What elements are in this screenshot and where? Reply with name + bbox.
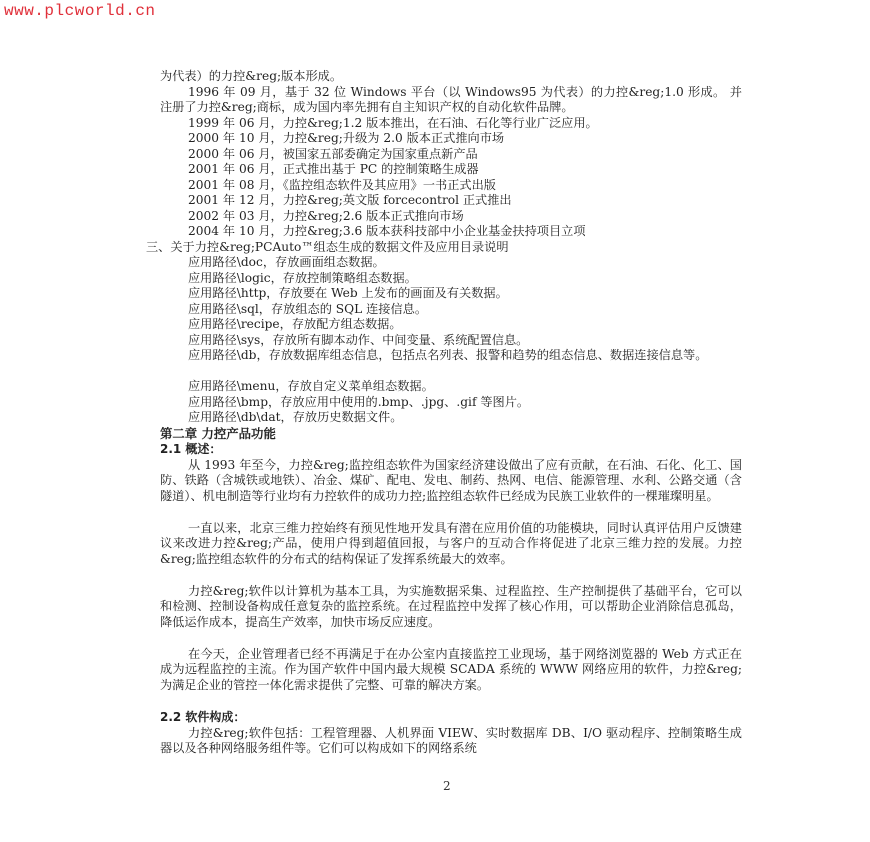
history-lead-line: 为代表）的力控&reg;版本形成。: [160, 69, 343, 83]
app-path-item: 应用路径\doc，存放画面组态数据。: [188, 255, 385, 269]
history-event: 2000 年 10 月，力控&reg;升级为 2.0 版本正式推向市场: [188, 131, 505, 145]
app-path-item: 应用路径\logic，存放控制策略组态数据。: [188, 270, 417, 285]
app-path-item: 应用路径\db，存放数据库组态信息，包括点名列表、报警和趋势的组态信息、数据连接信息等。: [188, 348, 708, 362]
history-event: 1999 年 06 月，力控&reg;1.2 版本推出，在石油、石化等行业广泛应用。: [188, 115, 598, 130]
app-path-item: 应用路径\sys，存放所有脚本动作、中间变量、系统配置信息。: [188, 332, 529, 347]
app-path-item: 应用路径\db\dat，存放历史数据文件。: [188, 410, 403, 424]
app-path-item: 应用路径\http，存放要在 Web 上发布的画面及有关数据。: [188, 286, 508, 300]
history-event: 2001 年 12 月，力控&reg;英文版 forcecontrol 正式推出: [188, 193, 512, 207]
page-number: 2: [443, 779, 451, 793]
history-event: 2000 年 06 月，被国家五部委确定为国家重点新产品: [188, 146, 478, 161]
document-body: [146, 69, 742, 757]
app-path-item: 应用路径\recipe，存放配方组态数据。: [188, 317, 402, 331]
overview-paragraph: 从 1993 年至今，力控&reg;监控组态软件为国家经济建设做出了应有贡献，在石油、石化、化工、国防、铁路（含城铁或地铁）、冶金、煤矿、配电、发电、制药、热网、电信、能源管理、水利、公路交通（含隧道）、机电制造等行业均有力控软件的成功力控;监控组态软件已经成为民族工业软件的一棵璀璨明星。: [160, 457, 742, 504]
history-event: 2004 年 10 月，力控&reg;3.6 版本获科技部中小企业基金扶持项目立项: [188, 224, 586, 238]
app-path-item: 应用路径\sql，存放组态的 SQL 连接信息。: [188, 301, 428, 316]
components-paragraph: 力控&reg;软件包括：工程管理器、人机界面 VIEW、实时数据库 DB、I/O 驱动程序、控制策略生成器以及各种网络服务组件等。它们可以构成如下的网络系统: [160, 725, 742, 756]
overview-paragraph: 一直以来，北京三维力控始终有预见性地开发具有潜在应用价值的功能模块，同时认真评估用户反馈建议来改进力控&reg;产品，使用户得到超值回报，与客户的互动合作将促进了北京三维力控的发展。力控&reg;监控组态软件的分布式的结构保证了发挥系统最大的效率。: [160, 520, 742, 567]
section-2-2-heading: 2.2 软件构成：: [160, 709, 246, 724]
history-event: 2001 年 08 月，《监控组态软件及其应用》一书正式出版: [188, 177, 496, 192]
chapter-2-title: 第二章 力控产品功能: [160, 425, 276, 441]
app-path-list: [160, 255, 742, 426]
overview-paragraph: 力控&reg;软件以计算机为基本工具，为实施数据采集、过程监控、生产控制提供了基础平台，它可以和检测、控制设备构成任意复杂的监控系统。在过程监控中发挥了核心作用，可以帮助企业消除信息孤岛，降低运作成本，提高生产效率，加快市场反应速度。: [160, 583, 742, 630]
app-path-item: 应用路径\menu，存放自定义菜单组态数据。: [188, 379, 434, 393]
section-3-heading: 三、关于力控&reg;PCAuto™组态生成的数据文件及应用目录说明: [146, 239, 509, 254]
history-1996-paragraph: 1996 年 09 月，基于 32 位 Windows 平台（以 Windows95 为代表）的力控&reg;1.0 形成。 并注册了力控&reg;商标，成为国内率先拥有自主知识产权的自动化软件品牌。: [160, 84, 742, 115]
section-2-1-heading: 2.1 概述：: [160, 441, 222, 456]
overview-paragraph: 在今天，企业管理者已经不再满足于在办公室内直接监控工业现场，基于网络浏览器的 Web 方式正在成为远程监控的主流。作为国产软件中国内最大规模 SCADA 系统的 WWW 网络应用的软件，力控&reg;为满足企业的管控一体化需求提供了完整、可靠的解决方案。: [160, 646, 742, 693]
watermark-url: www.plcworld.cn: [4, 2, 156, 20]
history-events-list: [160, 116, 742, 240]
app-path-item: 应用路径\bmp，存放应用中使用的.bmp、.jpg、.gif 等图片。: [188, 394, 530, 409]
history-event: 2002 年 03 月，力控&reg;2.6 版本正式推向市场: [188, 208, 464, 223]
history-event: 2001 年 06 月，正式推出基于 PC 的控制策略生成器: [188, 162, 479, 176]
